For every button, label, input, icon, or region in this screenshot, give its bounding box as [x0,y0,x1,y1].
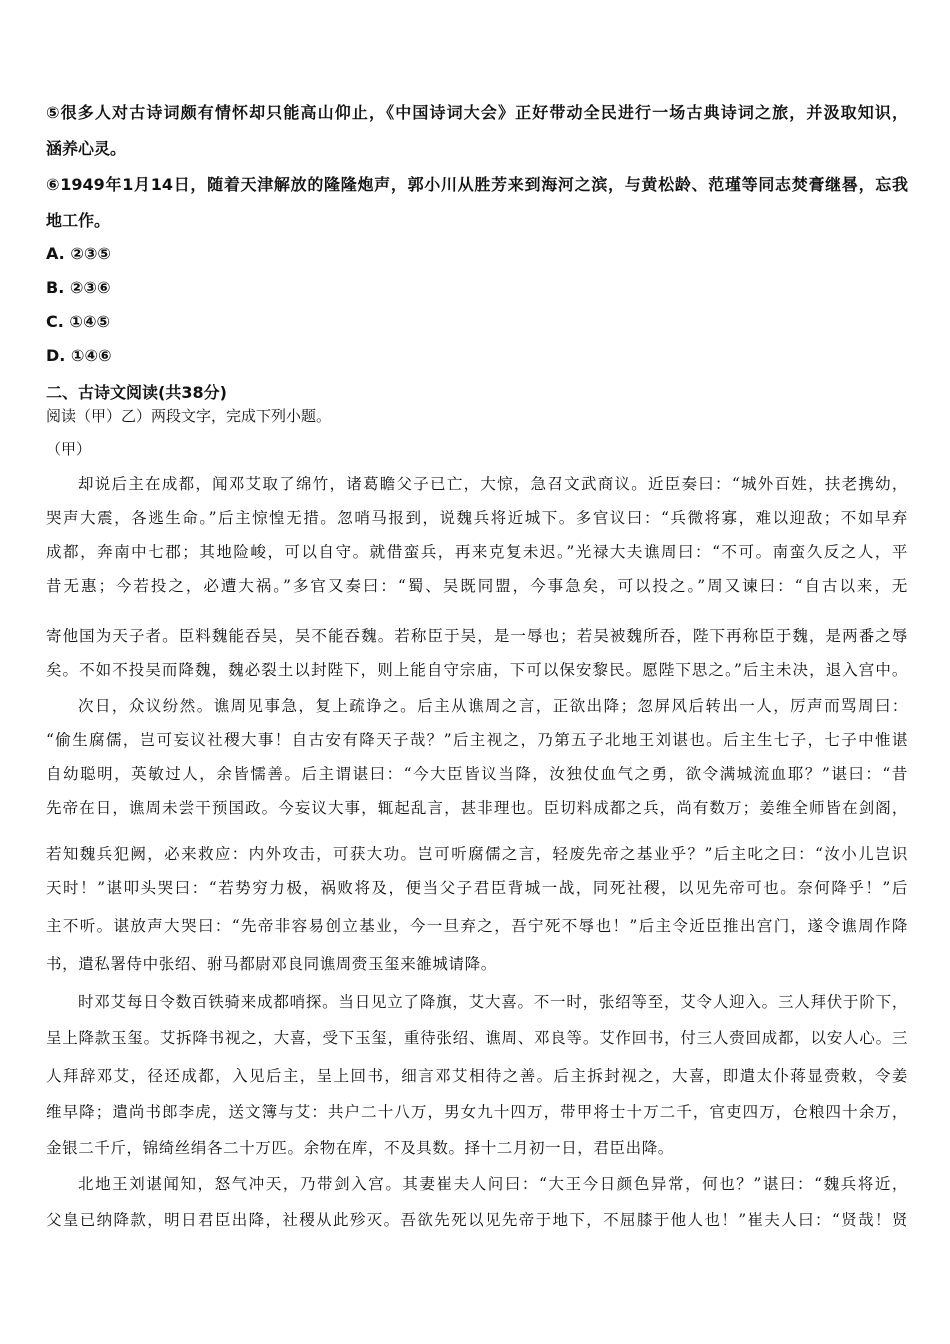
item-6-line-1: ⑥1949年1月14日，随着天津解放的隆隆炮声，郭小川从胜芳来到海河之滨，与黄松龄、范瑾等同志焚膏继晷，忘我 [46,175,908,194]
passage-line: 昔无惠；今若投之，必遭大祸。”多官又奏曰：“蜀、吴既同盟，今事急矣，可以投之。”周又谏曰：“自古以来，无 [46,577,908,595]
passage-line: 哭声大震，各逃生命。”后主惊惶无措。忽哨马报到，说魏兵将近城下。多官议曰：“兵微将寡，难以迎敌；不如早弃 [46,509,908,527]
passage-line: 矣。不如不投吴而降魏，魏必裂土以封陛下，则上能自守宗庙，下可以保安黎民。愿陛下思之。”后主未决，退入宫中。 [46,661,908,679]
passage-line: 先帝在日，谯周未尝干预国政。今妄议大事，辄起乱言，甚非理也。臣切料成都之兵，尚有数万；姜维全师皆在剑阁， [46,799,908,817]
item-5-line-2: 涵养心灵。 [46,139,127,158]
passage-line: 寄他国为天子者。臣料魏能吞吴，吴不能吞魏。若称臣于吴，是一辱也；若吴被魏所吞，陛下再称臣于魏，是两番之辱 [46,627,908,645]
passage-line: 成都，奔南中七郡；其地险峻，可以自守。就借蛮兵，再来克复未迟。”光禄大夫谯周曰：“不可。南蛮久反之人，平 [46,543,908,561]
passage-line: 金银二千斤，锦绮丝绢各二十万匹。余物在库，不及具数。择十二月初一日，君臣出降。 [46,1139,674,1157]
passage-line: 时邓艾每日令数百铁骑来成都哨探。当日见立了降旗，艾大喜。不一时，张绍等至，艾令人迎入。三人拜伏于阶下， [78,993,908,1011]
passage-line: 父皇已纳降款，明日君臣出降，社稷从此殄灭。吾欲先死以见先帝于地下，不屈膝于他人也！”崔夫人曰：“贤哉！贤 [46,1211,908,1229]
item-5-line-1: ⑤很多人对古诗词颇有情怀却只能高山仰止，《中国诗词大会》正好带动全民进行一场古典诗词之旅，并汲取知识， [46,103,908,122]
passage-line: “偷生腐儒，岂可妄议社稷大事！自古安有降天子哉？”后主视之，乃第五子北地王刘谌也。后主生七子，七子中惟谌 [46,731,908,749]
section-instruction: 阅读（甲）乙）两段文字，完成下列小题。 [46,407,332,425]
item-6-line-2: 地工作。 [46,211,111,230]
passage-line: 维早降；遣尚书郎李虎，送文簿与艾：共户二十八万，男女九十四万，带甲将士十万二千，官吏四万，仓粮四十余万， [46,1103,908,1121]
passage-line: 若知魏兵犯阙，必来救应：内外攻击，可获大功。岂可听腐儒之言，轻废先帝之基业乎？”后主叱之曰：“汝小儿岂识 [46,845,908,863]
option-b[interactable]: B. ②③⑥ [46,278,111,297]
passage-line: 呈上降款玉玺。艾拆降书视之，大喜，受下玉玺，重待张绍、谯周、邓良等。艾作回书，付三人赍回成都，以安人心。三 [46,1029,908,1047]
passage-line: 北地王刘谌闻知，怒气冲天，乃带剑入宫。其妻崔夫人问曰：“大王今日颜色异常，何也？”谌曰：“魏兵将近， [78,1175,908,1193]
option-a[interactable]: A. ②③⑤ [46,244,111,263]
passage-line: 自幼聪明，英敏过人，余皆懦善。后主谓谌曰：“今大臣皆议当降，汝独仗血气之勇，欲令满城流血耶？”谌曰：“昔 [46,765,908,783]
passage-line: 人拜辞邓艾，径还成都，入见后主，呈上回书，细言邓艾相待之善。后主拆封视之，大喜，即遣太仆蒋显赍敕，令姜 [46,1067,908,1085]
passage-line: 天时！”谌叩头哭曰：“若势穷力极，祸败将及，便当父子君臣背城一战，同死社稷，以见先帝可也。奈何降乎！”后 [46,879,908,897]
passage-label: （甲） [46,440,92,458]
option-d[interactable]: D. ①④⑥ [46,346,112,365]
passage-line: 却说后主在成都，闻邓艾取了绵竹，诸葛瞻父子已亡，大惊，急召文武商议。近臣奏曰：“城外百姓，扶老携幼， [78,475,908,493]
option-c[interactable]: C. ①④⑤ [46,312,111,331]
passage-line: 次日，众议纷然。谯周见事急，复上疏诤之。后主从谯周之言，正欲出降；忽屏风后转出一人，厉声而骂周曰： [78,697,908,715]
section-heading: 二、古诗文阅读(共38分) [46,383,227,402]
passage-line: 书，遣私署侍中张绍、驸马都尉邓良同谯周赍玉玺来雒城请降。 [46,955,497,973]
passage-line: 主不听。谌放声大哭曰：“先帝非容易创立基业，今一旦弃之，吾宁死不辱也！”后主令近臣推出宫门，遂令谯周作降 [46,917,908,935]
